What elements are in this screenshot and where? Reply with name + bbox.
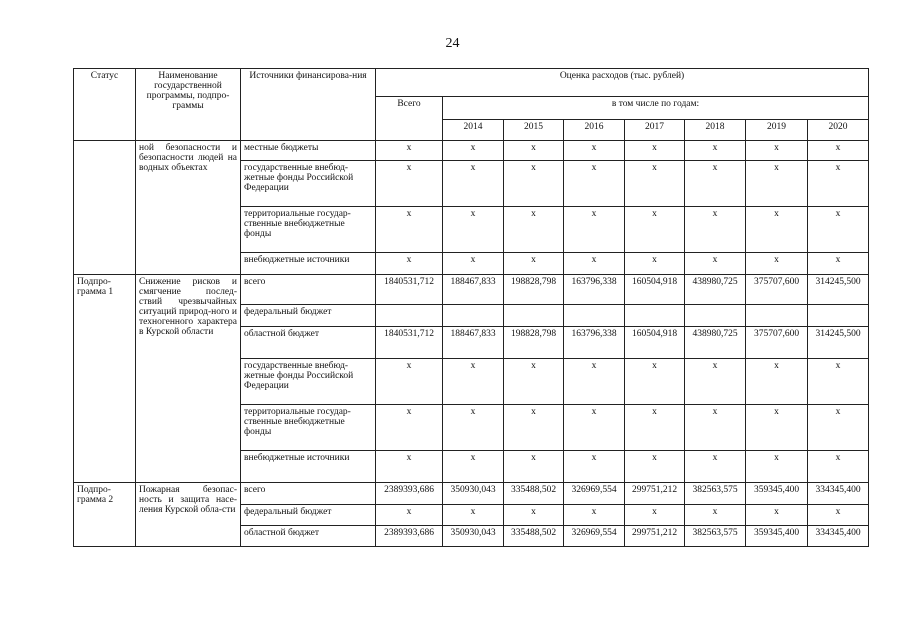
funding-source-cell: всего — [241, 483, 376, 505]
year-value-cell: 314245,500 — [808, 327, 869, 359]
funding-source-cell: внебюджетные источники — [241, 451, 376, 483]
year-value-cell — [808, 305, 869, 327]
table-row — [74, 483, 869, 505]
year-value-cell: x — [625, 359, 685, 405]
total-cell: x — [376, 141, 443, 161]
year-value-cell: 198828,798 — [504, 327, 564, 359]
funding-source-cell: территориальные государ-ственные внебюджетные фонды — [241, 207, 376, 253]
year-value-cell: x — [443, 505, 504, 526]
total-cell: 1840531,712 — [376, 327, 443, 359]
year-value-cell: x — [504, 359, 564, 405]
year-value-cell: x — [443, 405, 504, 451]
year-value-cell: x — [746, 207, 808, 253]
year-value-cell — [443, 305, 504, 327]
year-value-cell: x — [564, 505, 625, 526]
year-value-cell: 335488,502 — [504, 526, 564, 547]
year-value-cell: 160504,918 — [625, 275, 685, 305]
year-value-cell: x — [685, 405, 746, 451]
year-value-cell: x — [504, 161, 564, 207]
year-value-cell: x — [443, 161, 504, 207]
year-value-cell: x — [504, 505, 564, 526]
funding-source-cell: государственные внебюд-жетные фонды Российской Федерации — [241, 359, 376, 405]
header-total: Всего — [376, 97, 443, 141]
total-cell: x — [376, 451, 443, 483]
funding-source-cell: территориальные государ-ственные внебюджетные фонды — [241, 405, 376, 451]
year-value-cell: x — [443, 141, 504, 161]
year-value-cell: x — [564, 161, 625, 207]
year-value-cell: 299751,212 — [625, 526, 685, 547]
funding-source-cell: государственные внебюд-жетные фонды Российской Федерации — [241, 161, 376, 207]
year-value-cell: 335488,502 — [504, 483, 564, 505]
year-value-cell: 334345,400 — [808, 483, 869, 505]
year-value-cell: x — [685, 451, 746, 483]
year-value-cell: x — [625, 405, 685, 451]
year-value-cell: x — [685, 253, 746, 275]
year-header: 2014 — [443, 120, 504, 141]
year-value-cell: x — [685, 359, 746, 405]
year-value-cell: x — [443, 253, 504, 275]
budget-table — [73, 68, 869, 547]
total-cell: x — [376, 359, 443, 405]
funding-source-cell: всего — [241, 275, 376, 305]
year-value-cell: x — [685, 161, 746, 207]
year-value-cell: 359345,400 — [746, 526, 808, 547]
year-value-cell: x — [808, 405, 869, 451]
year-header: 2017 — [625, 120, 685, 141]
year-value-cell: 326969,554 — [564, 526, 625, 547]
year-value-cell: x — [746, 161, 808, 207]
year-value-cell: x — [808, 451, 869, 483]
status-cell — [74, 141, 136, 275]
year-value-cell: x — [625, 207, 685, 253]
funding-source-cell: областной бюджет — [241, 327, 376, 359]
year-value-cell: 163796,338 — [564, 275, 625, 305]
year-value-cell: x — [625, 451, 685, 483]
page-number: 24 — [445, 36, 460, 51]
year-value-cell: 299751,212 — [625, 483, 685, 505]
year-value-cell: x — [746, 405, 808, 451]
year-value-cell: 438980,725 — [685, 275, 746, 305]
year-value-cell: x — [808, 161, 869, 207]
total-cell: 1840531,712 — [376, 275, 443, 305]
header-sources: Источники финансирова-ния — [241, 69, 376, 141]
year-value-cell: 350930,043 — [443, 483, 504, 505]
year-value-cell: 188467,833 — [443, 327, 504, 359]
year-value-cell: x — [443, 451, 504, 483]
year-header: 2016 — [564, 120, 625, 141]
program-name-cell: Пожарная безопас-ность и защита насе-ления Курской обла-сти — [136, 483, 241, 547]
year-value-cell: 359345,400 — [746, 483, 808, 505]
year-value-cell: 160504,918 — [625, 327, 685, 359]
year-value-cell: x — [746, 451, 808, 483]
year-value-cell: x — [808, 253, 869, 275]
year-value-cell: 334345,400 — [808, 526, 869, 547]
year-value-cell: 382563,575 — [685, 526, 746, 547]
year-value-cell: 326969,554 — [564, 483, 625, 505]
year-value-cell: x — [564, 141, 625, 161]
total-cell: 2389393,686 — [376, 483, 443, 505]
year-value-cell: x — [564, 359, 625, 405]
year-value-cell: 438980,725 — [685, 327, 746, 359]
year-value-cell: x — [504, 141, 564, 161]
year-value-cell: x — [808, 207, 869, 253]
year-value-cell: x — [685, 505, 746, 526]
header-estimate: Оценка расходов (тыс. рублей) — [376, 69, 869, 97]
year-value-cell: x — [504, 405, 564, 451]
funding-source-cell: внебюджетные источники — [241, 253, 376, 275]
year-value-cell — [625, 305, 685, 327]
year-value-cell: x — [625, 161, 685, 207]
year-value-cell: x — [625, 141, 685, 161]
year-value-cell: x — [564, 405, 625, 451]
year-value-cell: x — [746, 505, 808, 526]
total-cell: x — [376, 253, 443, 275]
program-name-cell: ной безопасности и безопасности людей на водных объектах — [136, 141, 241, 275]
total-cell: 2389393,686 — [376, 526, 443, 547]
funding-source-cell: федеральный бюджет — [241, 305, 376, 327]
total-cell — [376, 305, 443, 327]
year-value-cell: x — [685, 141, 746, 161]
year-value-cell: x — [504, 253, 564, 275]
table-row — [74, 141, 869, 161]
year-value-cell: x — [443, 207, 504, 253]
year-value-cell — [685, 305, 746, 327]
header-by-years: в том числе по годам: — [443, 97, 869, 120]
program-name-cell: Снижение рисков и смягчение послед-ствий чрезвычайных ситуаций природ-ного и техногенного характера в Курской области — [136, 275, 241, 483]
year-value-cell: x — [504, 207, 564, 253]
year-value-cell: x — [808, 505, 869, 526]
year-value-cell: 163796,338 — [564, 327, 625, 359]
year-header: 2015 — [504, 120, 564, 141]
year-header: 2018 — [685, 120, 746, 141]
header-name: Наименование государственной программы, подпро-граммы — [136, 69, 241, 141]
year-value-cell: 314245,500 — [808, 275, 869, 305]
year-value-cell: 382563,575 — [685, 483, 746, 505]
year-value-cell: 375707,600 — [746, 275, 808, 305]
year-value-cell: x — [746, 359, 808, 405]
total-cell: x — [376, 505, 443, 526]
year-value-cell: x — [443, 359, 504, 405]
year-value-cell: x — [564, 253, 625, 275]
year-value-cell: 375707,600 — [746, 327, 808, 359]
year-value-cell — [746, 305, 808, 327]
year-value-cell: 198828,798 — [504, 275, 564, 305]
year-value-cell: x — [808, 141, 869, 161]
table-row — [74, 275, 869, 305]
funding-source-cell: федеральный бюджет — [241, 505, 376, 526]
year-value-cell: x — [746, 253, 808, 275]
status-cell: Подпро-грамма 1 — [74, 275, 136, 483]
year-value-cell — [564, 305, 625, 327]
year-value-cell: x — [625, 253, 685, 275]
total-cell: x — [376, 161, 443, 207]
year-value-cell: x — [564, 451, 625, 483]
header-status: Статус — [74, 69, 136, 141]
year-value-cell — [504, 305, 564, 327]
year-value-cell: x — [746, 141, 808, 161]
year-value-cell: x — [808, 359, 869, 405]
funding-source-cell: местные бюджеты — [241, 141, 376, 161]
total-cell: x — [376, 207, 443, 253]
year-value-cell: x — [504, 451, 564, 483]
status-cell: Подпро-грамма 2 — [74, 483, 136, 547]
year-header: 2020 — [808, 120, 869, 141]
year-value-cell: x — [685, 207, 746, 253]
year-value-cell: 188467,833 — [443, 275, 504, 305]
funding-source-cell: областной бюджет — [241, 526, 376, 547]
year-value-cell: x — [564, 207, 625, 253]
year-header: 2019 — [746, 120, 808, 141]
total-cell: x — [376, 405, 443, 451]
year-value-cell: x — [625, 505, 685, 526]
year-value-cell: 350930,043 — [443, 526, 504, 547]
